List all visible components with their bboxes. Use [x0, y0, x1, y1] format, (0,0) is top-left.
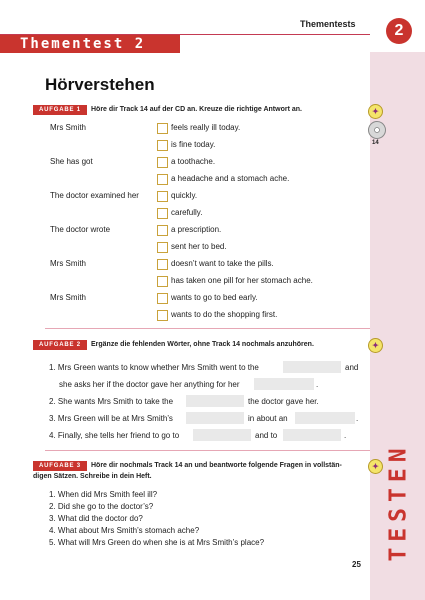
item-number: 2.	[49, 397, 56, 406]
answer-option: wants to go to bed early.	[171, 293, 258, 302]
task3-instruction-line1: Höre dir nochmals Track 14 an und beantworte folgende Fragen in vollstän-	[91, 462, 342, 469]
answer-option: sent her to bed.	[171, 242, 227, 251]
test-title-bar: Thementest 2	[0, 35, 180, 53]
answer-option: carefully.	[171, 208, 203, 217]
gap-input[interactable]	[283, 361, 341, 373]
answer-checkbox[interactable]	[157, 276, 168, 287]
cd-icon	[368, 121, 386, 139]
answer-checkbox[interactable]	[157, 157, 168, 168]
sentence-text: .	[356, 414, 359, 423]
subject-6: Mrs Smith	[50, 293, 86, 302]
listening-sticker-icon: ✦	[368, 459, 383, 474]
question-item: 3. What did the doctor do?	[49, 514, 143, 523]
gap-input[interactable]	[295, 412, 355, 424]
sentence-text: Mrs Green will be at Mrs Smith’s	[57, 414, 173, 423]
sentence-text: .	[344, 431, 347, 440]
answer-option: wants to do the shopping first.	[171, 310, 278, 319]
side-label-text: TESTEN	[386, 442, 412, 562]
question-item: 2. Did she go to the doctor’s?	[49, 502, 154, 511]
subject-1: Mrs Smith	[50, 123, 86, 132]
subject-3: The doctor examined her	[50, 191, 139, 200]
page-heading: Hörverstehen	[45, 75, 155, 94]
gap-input[interactable]	[193, 429, 251, 441]
sentence-text: Mrs Green wants to know whether Mrs Smith went to the	[57, 363, 259, 372]
answer-option: a toothache.	[171, 157, 216, 166]
question-item: 4. What about Mrs Smith’s stomach ache?	[49, 526, 200, 535]
sentence-text: in about an	[248, 414, 288, 423]
sentence-text: she asks her if the doctor gave her anything for her	[59, 380, 240, 389]
answer-checkbox[interactable]	[157, 123, 168, 134]
question-item: 1. When did Mrs Smith feel ill?	[49, 490, 158, 499]
task3-badge: AUFGABE 3	[33, 461, 87, 471]
track-number: 14	[372, 140, 379, 146]
gap-input[interactable]	[186, 412, 244, 424]
answer-checkbox[interactable]	[157, 259, 168, 270]
gap-input[interactable]	[283, 429, 341, 441]
answer-checkbox[interactable]	[157, 225, 168, 236]
answer-option: quickly.	[171, 191, 198, 200]
subject-4: The doctor wrote	[50, 225, 111, 234]
answer-checkbox[interactable]	[157, 293, 168, 304]
answer-option: a headache and a stomach ache.	[171, 174, 290, 183]
divider	[45, 450, 370, 451]
task2-instruction: Ergänze die fehlenden Wörter, ohne Track 14 nochmals anzuhören.	[91, 341, 314, 348]
answer-checkbox[interactable]	[157, 140, 168, 151]
question-item: 5. What will Mrs Green do when she is at Mrs Smith’s place?	[49, 538, 265, 547]
task2-badge: AUFGABE 2	[33, 340, 87, 350]
sentence-text: and to	[255, 431, 278, 440]
sentence-text: .	[316, 380, 319, 389]
side-label	[384, 432, 414, 572]
gap-input[interactable]	[186, 395, 244, 407]
answer-option: doesn’t want to take the pills.	[171, 259, 274, 268]
subject-5: Mrs Smith	[50, 259, 86, 268]
listening-sticker-icon: ✦	[368, 104, 383, 119]
answer-checkbox[interactable]	[157, 242, 168, 253]
chapter-number-badge: 2	[386, 18, 412, 44]
sentence-text: the doctor gave her.	[248, 397, 319, 406]
answer-option: is fine today.	[171, 140, 216, 149]
sentence-text: and	[345, 363, 359, 372]
answer-checkbox[interactable]	[157, 191, 168, 202]
answer-option: has taken one pill for her stomach ache.	[171, 276, 313, 285]
gap-sentence-1	[49, 363, 259, 372]
page-number: 25	[352, 560, 361, 569]
item-number: 3.	[49, 414, 56, 423]
section-title: Thementests	[300, 19, 356, 29]
gap-sentence-2	[49, 397, 173, 406]
answer-checkbox[interactable]	[157, 208, 168, 219]
sentence-text: She wants Mrs Smith to take the	[57, 397, 174, 406]
subject-2: She has got	[50, 157, 93, 166]
gap-sentence-3	[49, 414, 173, 423]
answer-checkbox[interactable]	[157, 310, 168, 321]
divider	[45, 328, 370, 329]
gap-input[interactable]	[254, 378, 314, 390]
answer-option: feels really ill today.	[171, 123, 241, 132]
answer-checkbox[interactable]	[157, 174, 168, 185]
sentence-text: Finally, she tells her friend to go to	[57, 431, 180, 440]
item-number: 4.	[49, 431, 56, 440]
item-number: 1.	[49, 363, 56, 372]
task1-instruction: Höre dir Track 14 auf der CD an. Kreuze die richtige Antwort an.	[91, 106, 302, 113]
task1-badge: AUFGABE 1	[33, 105, 87, 115]
task3-instruction-line2: digen Sätzen. Schreibe in dein Heft.	[33, 473, 152, 480]
gap-sentence-4	[49, 431, 179, 440]
answer-option: a prescription.	[171, 225, 222, 234]
writing-sticker-icon: ✦	[368, 338, 383, 353]
